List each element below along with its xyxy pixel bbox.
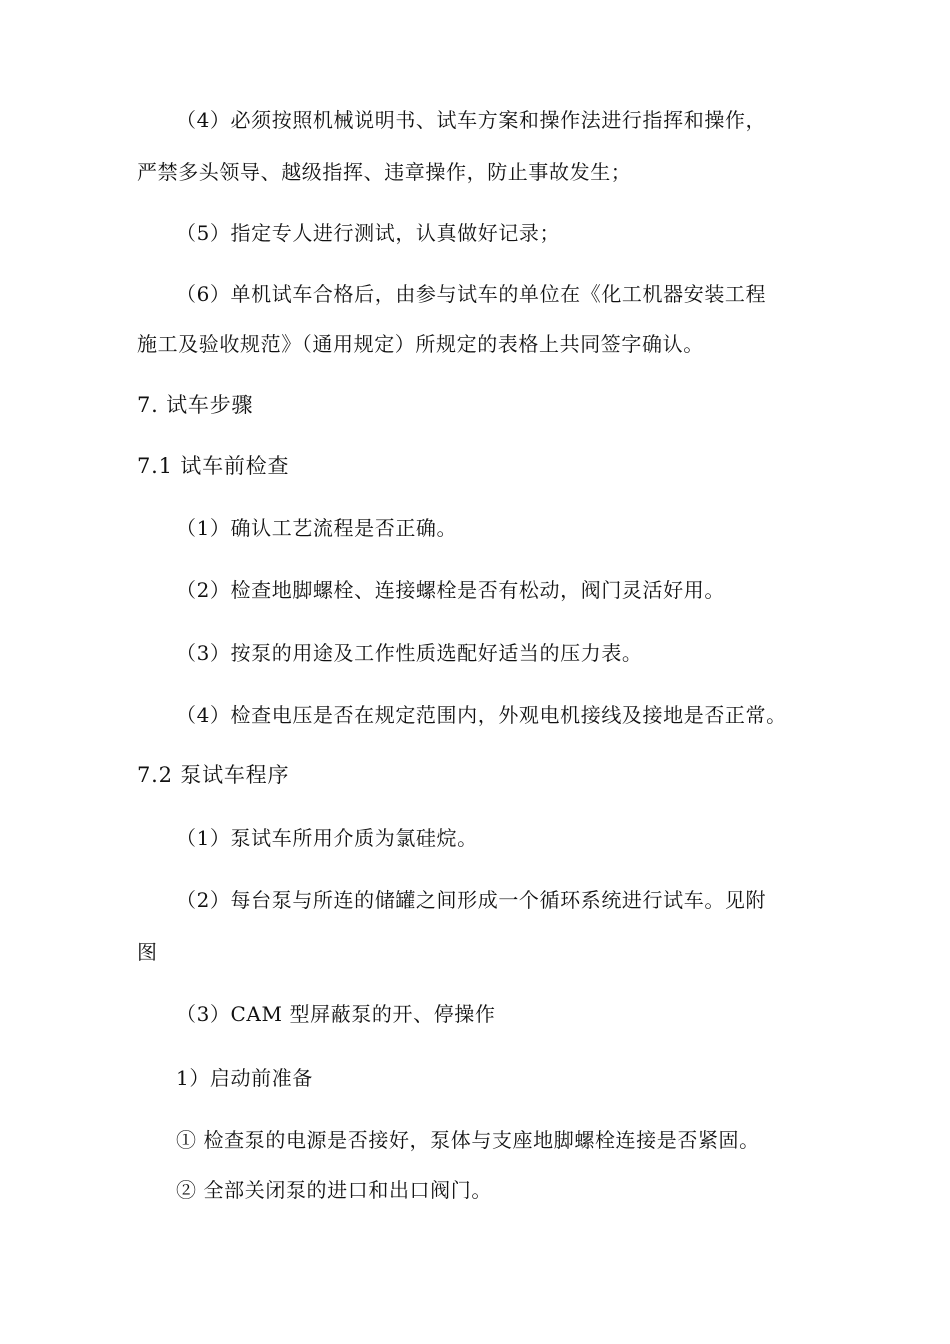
procedure-item-2-line-1: （2）每台泵与所连的储罐之间形成一个循环系统进行试车。见附 [176, 888, 767, 912]
step-1: ① 检查泵的电源是否接好，泵体与支座地脚螺栓连接是否紧固。 [176, 1128, 760, 1152]
check-item-2: （2）检查地脚螺栓、连接螺栓是否有松动，阀门灵活好用。 [176, 578, 725, 602]
check-item-1: （1）确认工艺流程是否正确。 [176, 516, 458, 540]
paragraph-6-line-2: 施工及验收规范》（通用规定）所规定的表格上共同签字确认。 [137, 332, 704, 356]
procedure-item-1: （1）泵试车所用介质为氯硅烷。 [176, 826, 478, 850]
paragraph-6-line-1: （6）单机试车合格后，由参与试车的单位在《化工机器安装工程 [176, 282, 767, 306]
paragraph-4-line-1: （4）必须按照机械说明书、试车方案和操作法进行指挥和操作， [176, 108, 767, 132]
check-item-3: （3）按泵的用途及工作性质选配好适当的压力表。 [176, 641, 643, 665]
section-7-2-heading: 7.2 泵试车程序 [137, 763, 290, 787]
procedure-item-3: （3）CAM 型屏蔽泵的开、停操作 [176, 1002, 496, 1026]
check-item-4: （4）检查电压是否在规定范围内，外观电机接线及接地是否正常。 [176, 703, 787, 727]
sub-item-1: 1）启动前准备 [176, 1066, 313, 1090]
procedure-item-2-line-2: 图 [137, 940, 158, 964]
paragraph-5: （5）指定专人进行测试，认真做好记录； [176, 221, 561, 245]
step-2: ② 全部关闭泵的进口和出口阀门。 [176, 1178, 492, 1202]
section-7-1-heading: 7.1 试车前检查 [137, 454, 290, 478]
paragraph-4-line-2: 严禁多头领导、越级指挥、违章操作，防止事故发生； [137, 160, 632, 184]
section-7-heading: 7. 试车步骤 [137, 393, 254, 417]
